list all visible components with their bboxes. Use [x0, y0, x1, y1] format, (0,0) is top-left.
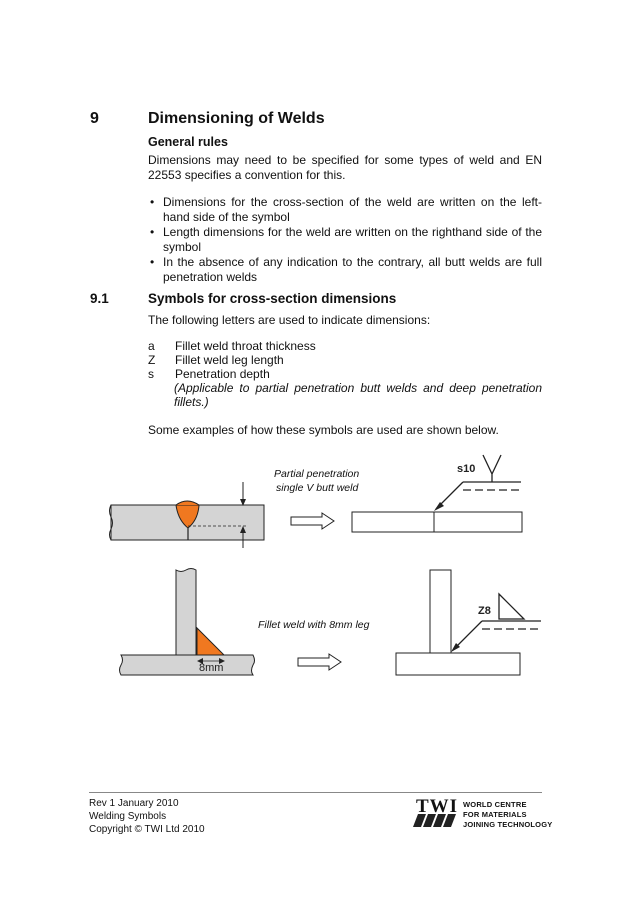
butt-caption-line2: single V butt weld [276, 482, 359, 494]
intro-paragraph: Dimensions may need to be specified for some types of weld and EN 22553 specifies a convention for this. [148, 153, 542, 182]
conversion-arrow-icon [298, 654, 341, 670]
definition-text: Fillet weld leg length [175, 353, 284, 367]
fillet-symbol-label: Z8 [478, 605, 491, 617]
tagline-line: JOINING TECHNOLOGY [463, 820, 553, 829]
definition-key: s [148, 367, 154, 381]
letters-intro: The following letters are used to indicate dimensions: [148, 313, 431, 327]
definition-text: Penetration depth [175, 367, 270, 381]
leg-label: 8mm [199, 662, 224, 674]
butt-symbol-plate [352, 512, 522, 532]
fillet-symbol-upright [430, 570, 451, 653]
examples-intro: Some examples of how these symbols are used are shown below. [148, 423, 499, 437]
v-weld-symbol-icon [483, 455, 501, 482]
butt-symbol-label: s10 [457, 463, 476, 475]
list-item: • Dimensions for the cross-section of the weld are written on the left-hand side of the symbol [148, 195, 542, 225]
subsection-title: Symbols for cross-section dimensions [148, 291, 397, 306]
fillet-symbol-base [396, 653, 520, 675]
fillet-weld-symbol [396, 570, 541, 675]
penetration-note: (Applicable to partial penetration butt welds and deep penetration fillets.) [174, 381, 542, 409]
footer-rev: Rev 1 January 2010 [89, 798, 179, 809]
conversion-arrow-icon [291, 513, 334, 529]
definition-key: a [148, 339, 155, 353]
butt-caption-line1: Partial penetration [274, 468, 360, 480]
footer-info [89, 797, 205, 836]
footer-doc-title: Welding Symbols [89, 811, 167, 822]
fillet-caption: Fillet weld with 8mm leg [258, 619, 370, 631]
section-title: Dimensioning of Welds [148, 110, 325, 127]
definition-key: Z [148, 353, 156, 367]
definition-text: Fillet weld throat thickness [175, 339, 316, 353]
tagline-line: FOR MATERIALS [463, 810, 527, 819]
list-item: • Length dimensions for the weld are written on the righthand side of the symbol [148, 225, 542, 255]
footer-divider [89, 792, 542, 793]
subheading-general-rules: General rules [148, 135, 228, 149]
fillet-base-plate [120, 655, 255, 675]
fillet-weld-symbol-icon [499, 594, 524, 619]
list-item: • In the absence of any indication to the contrary, all butt welds are full penetration welds [148, 255, 542, 285]
subsection-number: 9.1 [90, 291, 109, 306]
fillet-upright-plate [176, 569, 196, 656]
twi-tagline [463, 800, 552, 830]
section-number: 9 [90, 110, 99, 127]
twi-logo: TWI [416, 796, 459, 817]
fillet-weld-bead [197, 628, 224, 655]
butt-weld-symbol [352, 455, 522, 532]
weld-cap [176, 501, 199, 505]
footer-copyright: Copyright © TWI Ltd 2010 [89, 824, 205, 835]
fillet-weld-section [120, 569, 255, 676]
tagline-line: WORLD CENTRE [463, 800, 527, 809]
butt-weld-section [110, 482, 265, 548]
